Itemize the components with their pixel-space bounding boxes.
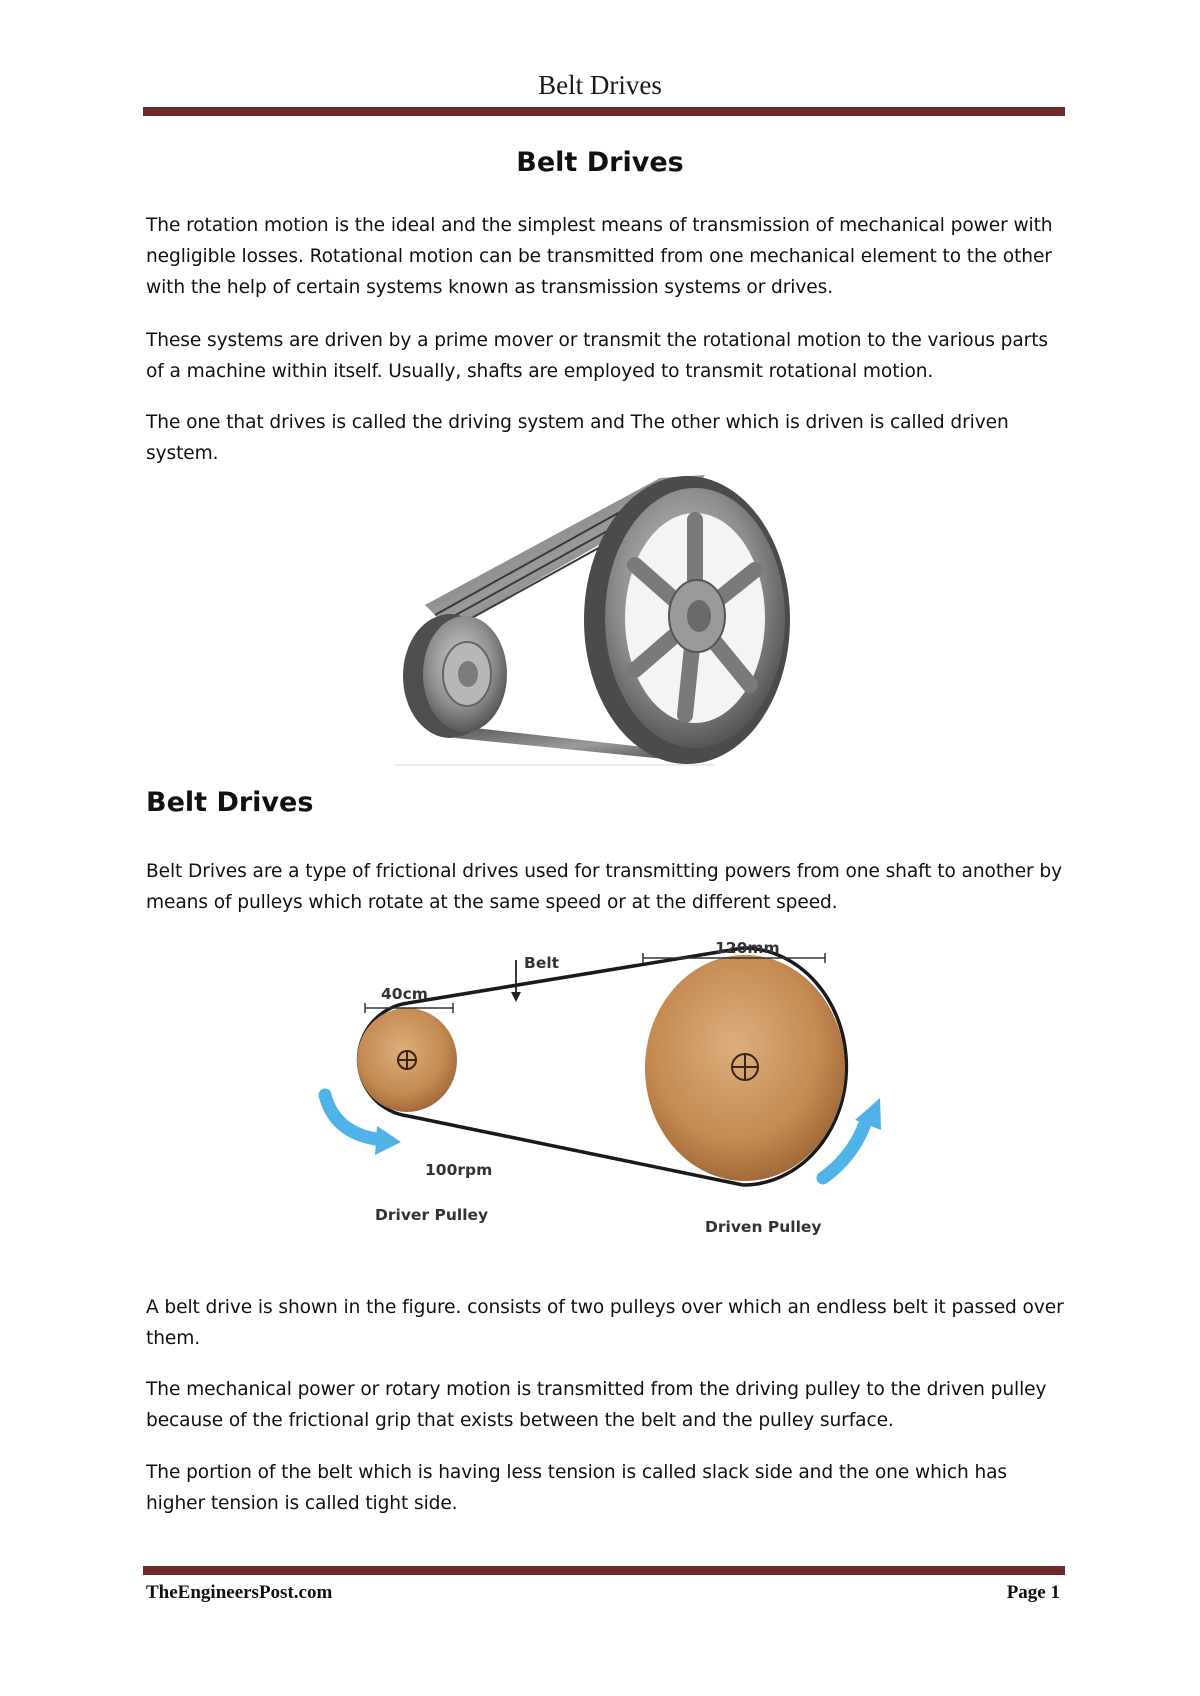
document-title: Belt Drives xyxy=(516,147,684,178)
driven-pulley-label: Driven Pulley xyxy=(705,1218,822,1236)
section-paragraph: Belt Drives are a type of frictional drives used for transmitting powers from one shaft to another by means of pulleys which rotate at the same speed or at the different speed. xyxy=(146,861,1062,913)
speed-label: 100rpm xyxy=(425,1161,493,1179)
driver-pulley-label: Driver Pulley xyxy=(375,1206,489,1224)
footer-site: TheEngineersPost.com xyxy=(146,1582,333,1603)
belt-drive-diagram xyxy=(315,930,895,1240)
header-rule xyxy=(143,107,1065,116)
v-belt-pulley-image xyxy=(395,470,815,770)
footer-page-number: Page 1 xyxy=(1006,1582,1060,1603)
small-pulley-dimension: 40cm xyxy=(381,985,428,1003)
driver-rotation-arrow xyxy=(325,1095,383,1140)
section-heading: Belt Drives xyxy=(146,787,314,818)
belt-label: Belt xyxy=(524,954,560,972)
page-header-title: Belt Drives xyxy=(538,70,662,100)
footer-rule xyxy=(143,1566,1065,1575)
closing-paragraph-1: A belt drive is shown in the figure. consists of two pulleys over which an endless belt it passed over them. xyxy=(146,1297,1064,1349)
large-pulley-dimension: 120mm xyxy=(715,939,780,957)
closing-paragraph-3: The portion of the belt which is having less tension is called slack side and the one which has higher tension is called tight side. xyxy=(146,1462,1008,1514)
intro-paragraph-1: The rotation motion is the ideal and the simplest means of transmission of mechanical power with negligible losses. Rotational motion can be transmitted from one mechanical element to the other with the help of certain systems known as transmission systems or drives. xyxy=(146,215,1053,298)
intro-paragraph-2: These systems are driven by a prime mover or transmit the rotational motion to the various parts of a machine within itself. Usually, shafts are employed to transmit rotational motion. xyxy=(146,330,1048,382)
closing-paragraph-2: The mechanical power or rotary motion is transmitted from the driving pulley to the driven pulley because of the frictional grip that exists between the belt and the pulley surface. xyxy=(146,1379,1047,1431)
intro-paragraph-3: The one that drives is called the driving system and The other which is driven is called driven system. xyxy=(146,412,1009,464)
